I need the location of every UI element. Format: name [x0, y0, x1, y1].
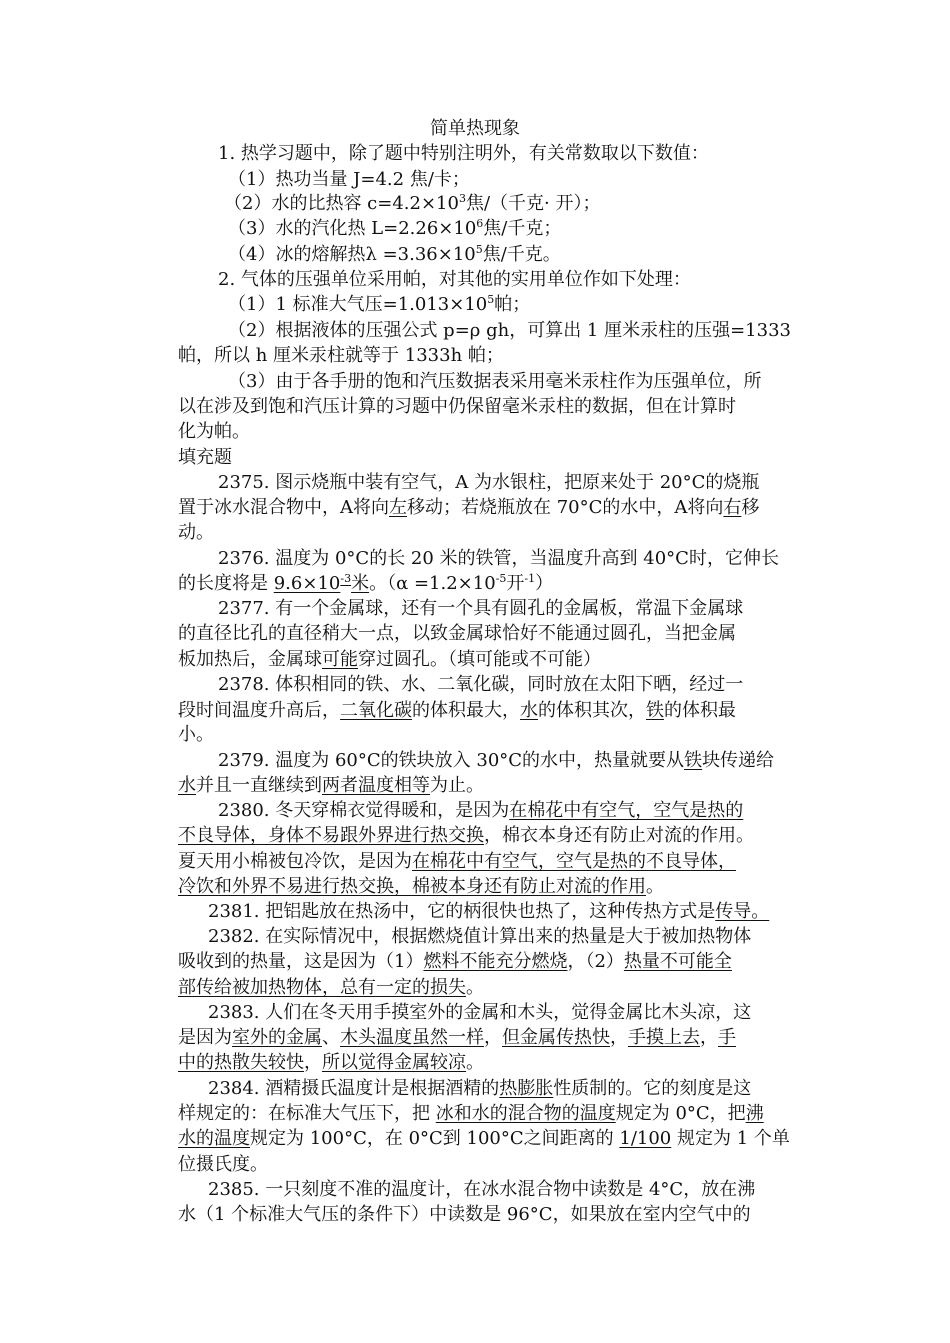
text-segment: ， [700, 1027, 718, 1048]
text-line [228, 168, 470, 192]
text-segment: 化为帕。 [178, 421, 250, 442]
answer-blank: 沸 [745, 1103, 764, 1124]
text-segment: 1. 热学习题中，除了题中特别注明外，有关常数取以下数值： [218, 143, 709, 164]
text-segment: 2381. 把铝匙放在热汤中，它的柄很快也热了，这种传热方式是 [208, 901, 716, 922]
text-segment: 2385. 一只刻度不准的温度计，在冰水混合物中读数是 4°C，放在沸 [208, 1179, 756, 1200]
text-segment: 2383. 人们在冬天用手摸室外的金属和木头，觉得金属比木头凉，这 [208, 1002, 752, 1023]
superscript: 3 [458, 192, 466, 205]
superscript: -1 [524, 572, 536, 585]
text-segment: ，（2） [567, 951, 624, 972]
text-line [178, 344, 504, 368]
answer-blank: 两者温度相等 [322, 775, 430, 796]
text-line [208, 1178, 755, 1202]
text-line [178, 1051, 484, 1075]
answer-blank: 左 [389, 497, 407, 518]
text-segment: 。 [466, 977, 484, 998]
text-line [208, 1077, 751, 1101]
text-line [178, 572, 553, 596]
text-line [178, 446, 232, 470]
text-segment: 移 [741, 497, 760, 518]
text-segment: （4）冰的熔解热λ =3.36×10 [228, 244, 476, 265]
text-line [178, 1026, 736, 1050]
text-segment: 焦/（千克· 开）； [465, 193, 601, 214]
text-line [218, 268, 691, 292]
text-segment: 。 [646, 876, 664, 897]
text-line [178, 622, 736, 646]
answer-blank: 铁 [684, 750, 703, 771]
answer-blank: 不良导体，身体不易跟外界进行热交换 [178, 825, 484, 846]
superscript: -5 [495, 572, 507, 585]
answer-blank: 可能 [322, 649, 358, 670]
page-title: 简单热现象 [430, 118, 520, 139]
answer-blank: 热膨胀 [499, 1078, 554, 1099]
text-line [218, 799, 743, 823]
text-segment: 2376. 温度为 0°C的长 20 米的铁管，当温度升高到 40°C时，它伸长 [218, 548, 779, 569]
text-segment: 2379. 温度为 60°C的铁块放入 30°C的水中，热量就要从 [218, 750, 685, 771]
text-segment: 的长度将是 [178, 573, 274, 594]
text-segment: ， [484, 1027, 502, 1048]
text-segment: 帕，所以 h 厘米汞柱就等于 1333h 帕； [178, 345, 504, 366]
text-line [218, 142, 709, 166]
text-segment: （2）根据液体的压强公式 p=ρ gh，可算出 1 厘米汞柱的压强=1333 [228, 320, 791, 341]
text-line [218, 749, 774, 773]
text-line [178, 774, 484, 798]
answer-blank: 热量不可能全 [623, 951, 732, 972]
answer-blank: 水 [178, 775, 196, 796]
text-line [178, 648, 601, 672]
answer-blank: 在棉花中有空气，空气是热的不良导体， [412, 851, 736, 872]
text-segment: 以在涉及到饱和汽压计算的习题中仍保留毫米汞柱的数据，但在计算时 [178, 396, 736, 417]
text-segment: 样规定的：在标准大气压下，把 [178, 1103, 436, 1124]
text-segment: 焦/千克； [483, 218, 562, 239]
text-segment: 水（1 个标准大气压的条件下）中读数是 96°C，如果放在室内空气中的 [178, 1204, 751, 1225]
text-segment: 、 [322, 1027, 340, 1048]
text-segment: （3）水的汽化热 L=2.26×10 [228, 218, 477, 239]
text-segment: 2380. 冬天穿棉衣觉得暖和，是因为 [218, 800, 510, 821]
text-line [208, 925, 751, 949]
text-segment: 为止。 [430, 775, 484, 796]
text-segment: 动。 [178, 522, 214, 543]
text-segment: 2375. 图示烧瓶中装有空气，A 为水银柱，把原来处于 20°C的烧瓶 [218, 472, 760, 493]
answer-blank: 木头温度虽然一样 [340, 1027, 484, 1048]
answer-blank: 部传给被加热物体，总有一定的损失 [178, 977, 466, 998]
text-line [218, 547, 779, 571]
text-segment: 2377. 有一个金属球，还有一个具有圆孔的金属板，常温下金属球 [218, 598, 744, 619]
answer-blank: 燃料不能充分燃烧 [423, 951, 568, 972]
text-segment: 板加热后，金属球 [178, 649, 322, 670]
text-segment: 2378. 体积相同的铁、水、二氧化碳，同时放在太阳下晒，经过一 [218, 674, 744, 695]
answer-blank: 冷饮和外界不易进行热交换，棉被本身还有防止对流的作用 [178, 876, 646, 897]
superscript: 6 [476, 217, 484, 230]
superscript: -3 [340, 572, 352, 585]
text-segment: 性质制的。它的刻度是这 [553, 1078, 752, 1099]
text-line [218, 597, 743, 621]
text-line [178, 976, 484, 1000]
text-segment: （1）1 标准大气压=1.013×10 [228, 294, 488, 315]
text-line [208, 900, 769, 924]
text-segment: ， [304, 1052, 322, 1073]
text-segment: 穿过圆孔。（填可能或不可能） [358, 649, 601, 670]
answer-blank: 水 [520, 700, 538, 721]
text-line [178, 420, 250, 444]
answer-blank: 冰和水的混合物的温度 [435, 1103, 616, 1124]
text-line [178, 395, 736, 419]
answer-blank: 手摸上去 [628, 1027, 700, 1048]
text-segment: 块传递给 [702, 750, 775, 771]
answer-blank: 米 [351, 573, 370, 594]
text-line [218, 471, 759, 495]
text-line [178, 1102, 764, 1126]
superscript: 5 [475, 243, 483, 256]
text-segment: 小。 [178, 724, 214, 745]
text-segment: 并且一直继续到 [196, 775, 322, 796]
text-segment: （2）水的比热容 c=4.2×10 [224, 193, 459, 214]
superscript: 5 [487, 293, 495, 306]
text-line [228, 293, 530, 317]
text-segment: 2. 气体的压强单位采用帕，对其他的实用单位作如下处理： [218, 269, 691, 290]
text-segment: 的直径比孔的直径稍大一点，以致金属球恰好不能通过圆孔，当把金属 [178, 623, 736, 644]
text-line [228, 243, 561, 267]
text-segment: 规定为 1 个单 [671, 1128, 790, 1149]
text-line [208, 1001, 751, 1025]
text-segment: （3）由于各手册的饱和汽压数据表采用毫米汞柱作为压强单位，所 [228, 371, 762, 392]
answer-blank: 在棉花中有空气，空气是热的 [509, 800, 744, 821]
answer-blank: 9.6×10 [273, 573, 341, 594]
answer-blank: 所以觉得金属较凉 [322, 1052, 466, 1073]
text-line [218, 673, 743, 697]
text-line [178, 521, 214, 545]
answer-blank: 传导。 [715, 901, 770, 922]
text-segment: ，棉衣本身还有防止对流的作用。 [484, 825, 754, 846]
text-segment: 位摄氏度。 [178, 1154, 268, 1175]
text-segment: 焦/千克。 [482, 244, 561, 265]
text-line [178, 824, 754, 848]
text-line [228, 370, 761, 394]
text-segment: （1）热功当量 J=4.2 焦/卡； [228, 169, 470, 190]
answer-blank: 铁 [646, 700, 664, 721]
answer-blank: 水的温度 [178, 1128, 250, 1149]
text-segment: 置于冰水混合物中，A将向 [178, 497, 389, 518]
answer-blank: 但金属传热快 [502, 1027, 610, 1048]
answer-blank: 手 [718, 1027, 736, 1048]
text-line [178, 950, 732, 974]
text-line [228, 319, 791, 343]
text-line [178, 1127, 790, 1151]
text-segment: 。（α =1.2×10 [369, 573, 496, 594]
text-segment: 的体积最 [664, 700, 736, 721]
answer-blank: 中的热散失较快 [178, 1052, 304, 1073]
text-segment: 。 [466, 1052, 484, 1073]
text-line [178, 699, 736, 723]
answer-blank: 室外的金属 [232, 1027, 322, 1048]
text-segment: 填充题 [178, 447, 232, 468]
text-segment: 开 [506, 573, 525, 594]
text-line [178, 850, 736, 874]
text-segment: 段时间温度升高后， [178, 700, 340, 721]
text-segment: 规定为 0°C，把 [615, 1103, 746, 1124]
text-segment: 的体积其次， [538, 700, 646, 721]
text-line [178, 1153, 268, 1177]
text-segment: 2382. 在实际情况中，根据燃烧值计算出来的热量是大于被加热物体 [208, 926, 752, 947]
text-line [178, 875, 664, 899]
text-line [228, 217, 561, 241]
text-segment: ， [610, 1027, 628, 1048]
text-line [178, 723, 214, 747]
text-segment: 的体积最大， [412, 700, 520, 721]
text-segment: 规定为 100°C，在 0°C到 100°C之间距离的 [250, 1128, 620, 1149]
text-segment: 2384. 酒精摄氏温度计是根据酒精的 [208, 1078, 500, 1099]
text-segment: 吸收到的热量，这是因为（1） [178, 951, 424, 972]
text-segment: 帕； [494, 294, 531, 315]
answer-blank: 1/100 [619, 1128, 672, 1149]
text-segment: 夏天用小棉被包冷饮，是因为 [178, 851, 412, 872]
text-segment: 是因为 [178, 1027, 232, 1048]
text-line [178, 496, 759, 520]
text-line [178, 1203, 751, 1227]
answer-blank: 右 [723, 497, 742, 518]
text-segment: 移动；若烧瓶放在 70°C的水中，A将向 [407, 497, 724, 518]
text-line [224, 192, 600, 216]
text-segment: ） [535, 573, 554, 594]
answer-blank: 二氧化碳 [340, 700, 412, 721]
